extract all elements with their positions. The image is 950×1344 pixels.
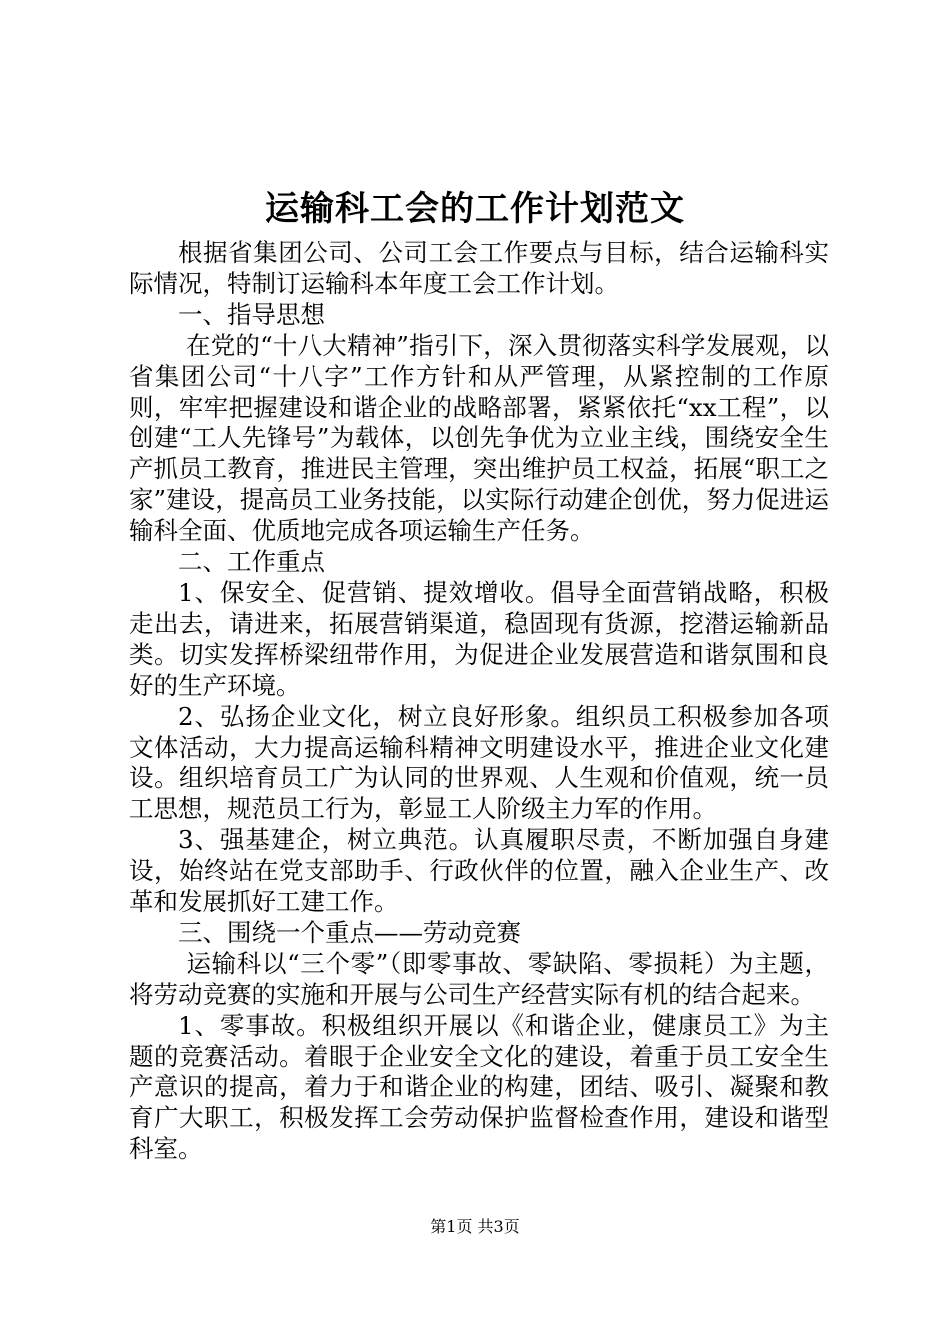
heading-guiding-thought: 一、指导思想: [178, 299, 325, 329]
heading-labor-competition: 三、围绕一个重点——劳动竞赛: [178, 917, 521, 947]
paragraph-guiding-thought: 在党的“十八大精神”指引下，深入贯彻落实科学发展观，以省集团公司“十八字”工作方针和从严管理，从紧控制的工作原则，牢牢把握建设和谐企业的战略部署，紧紧依托“xx工程”，以创建“工人先锋号”为载体，以创先争优为立业主线，围绕安全生产抓员工教育，推进民主管理，突出维护员工权益，拓展“职工之家”建设，提高员工业务技能，以实际行动建企创优，努力促进运输科全面、优质地完成各项运输生产任务。: [129, 330, 829, 546]
paragraph-intro: 根据省集团公司、公司工会工作要点与目标，结合运输科实际情况，特制订运输科本年度工会工作计划。: [129, 238, 829, 298]
document-body: [129, 238, 829, 1165]
paragraph-three-zeros: 运输科以“三个零”（即零事故、零缺陷、零损耗）为主题，将劳动竞赛的实施和开展与公司生产经营实际有机的结合起来。: [129, 948, 829, 1009]
paragraph-focus-1: 1、保安全、促营销、提效增收。倡导全面营销战略，积极走出去，请进来，拓展营销渠道，稳固现有货源，挖潜运输新品类。切实发挥桥梁纽带作用，为促进企业发展营造和谐氛围和良好的生产环境。: [129, 577, 829, 700]
paragraph-focus-2: 2、弘扬企业文化，树立良好形象。组织员工积极参加各项文体活动，大力提高运输科精神文明建设水平，推进企业文化建设。组织培育员工广为认同的世界观、人生观和价值观，统一员工思想，规范员工行为，彰显工人阶级主力军的作用。: [129, 701, 829, 824]
paragraph-focus-3: 3、强基建企，树立典范。认真履职尽责，不断加强自身建设，始终站在党支部助手、行政伙伴的位置，融入企业生产、改革和发展抓好工建工作。: [129, 825, 829, 917]
heading-work-focus: 二、工作重点: [178, 547, 325, 577]
document-title: 运输科工会的工作计划范文: [265, 189, 685, 229]
paragraph-zero-accident: 1、零事故。积极组织开展以《和谐企业，健康员工》为主题的竞赛活动。着眼于企业安全文化的建设，着重于员工安全生产意识的提高，着力于和谐企业的构建，团结、吸引、凝聚和教育广大职工，积极发挥工会劳动保护监督检查作用，建设和谐型科室。: [129, 1010, 829, 1164]
page-footer: 第1页 共3页: [430, 1217, 520, 1236]
